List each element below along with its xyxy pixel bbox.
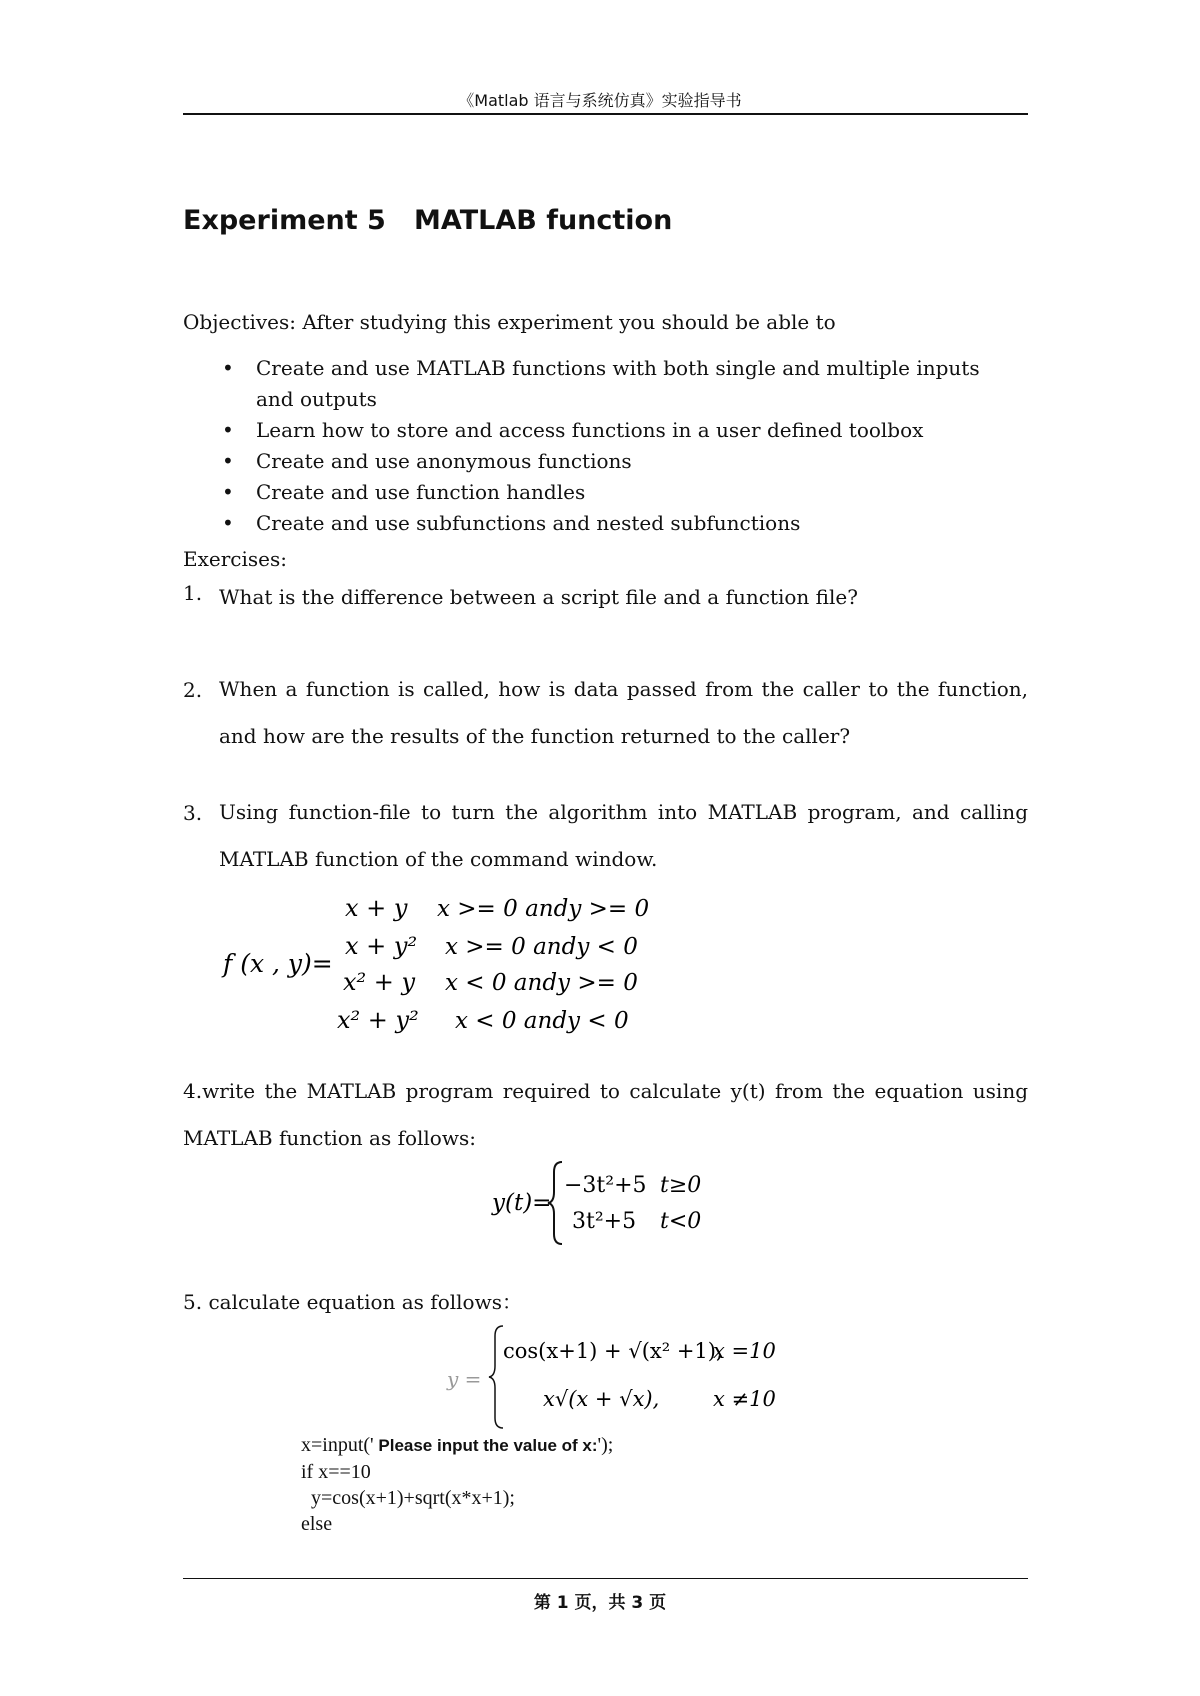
eq3-expr: x² + y [343,968,416,996]
objectives-list [222,353,1022,539]
eq3-expr: x + y [345,894,408,922]
objective-item: • Create and use function handles [222,477,1022,508]
exercise-4-text: 4.write the MATLAB program required to calculate y(t) from the equation using MATLAB function as follows: [183,1079,1028,1150]
footer-rule [183,1578,1028,1579]
equation-piecewise-y [445,1322,785,1432]
code-text: '); [597,1434,614,1456]
eq3-cond: x < 0 andy < 0 [455,1008,629,1034]
exercise-3-text: Using function-file to turn the algorithm into MATLAB program, and calling MATLAB function of the command window. [219,800,1028,871]
exercise-3-number: 3. [183,801,203,825]
page-footer: 第 1 页，共 3 页 [533,1593,667,1613]
exercise-1-text: What is the difference between a script file and a function file? [219,585,858,609]
page-header: 《Matlab 语言与系统仿真》实验指导书 [458,91,742,110]
experiment-title: Experiment 5 MATLAB function [183,205,673,236]
objective-item: • Create and use subfunctions and nested subfunctions [222,508,1022,539]
eq4-expr: 3t²+5 [572,1209,637,1234]
code-text: x=input(' [301,1434,374,1456]
exercise-2-text: When a function is called, how is data passed from the caller to the function, and how are the results of the function returned to the caller? [219,677,1028,748]
eq5-brace [489,1326,503,1428]
eq3-lhs: f (x , y)= [223,949,333,978]
eq3-cond: x >= 0 andy < 0 [445,934,638,960]
eq3-expr: x + y² [345,932,418,960]
eq4-cond: t≥0 [660,1173,702,1198]
eq5-cond: x =10 [713,1339,776,1363]
exercise-2-number: 2. [183,678,203,702]
eq3-cond: x >= 0 andy >= 0 [437,896,650,922]
code-line: else [301,1513,333,1535]
eq4-brace [548,1162,562,1244]
code-line: y=cos(x+1)+sqrt(x*x+1); [301,1487,515,1509]
eq4-expr: −3t²+5 [564,1173,647,1198]
code-line: if x==10 [301,1461,371,1483]
eq5-cond: x ≠10 [713,1387,776,1411]
objectives-intro: Objectives: After studying this experiment you should be able to [183,310,836,334]
eq4-cond: t<0 [660,1209,702,1234]
code-block [301,1432,613,1537]
eq4-lhs: y(t)= [492,1190,552,1216]
code-line [301,1432,613,1459]
exercise-5-text: 5. calculate equation as follows： [183,1290,522,1314]
exercises-label: Exercises: [183,547,287,571]
exercise-1-number: 1. [183,581,203,605]
code-prompt-text: Please input the value of x: [373,1436,598,1455]
eq3-expr: x² + y² [337,1006,419,1034]
eq5-lhs: y = [447,1367,482,1391]
equation-piecewise-f [215,890,655,1040]
eq3-cond: x < 0 andy >= 0 [445,970,638,996]
eq5-expr: cos(x+1) + √(x² +1), [503,1339,723,1363]
objective-item: • Create and use MATLAB functions with both single and multiple inputs and outputs [222,353,1022,415]
objective-item: • Create and use anonymous functions [222,446,1022,477]
equation-piecewise-y-t [490,1158,730,1248]
eq5-expr: x√(x + √x), [543,1387,660,1411]
header-rule [183,113,1028,115]
objective-item: • Learn how to store and access functions in a user defined toolbox [222,415,1022,446]
